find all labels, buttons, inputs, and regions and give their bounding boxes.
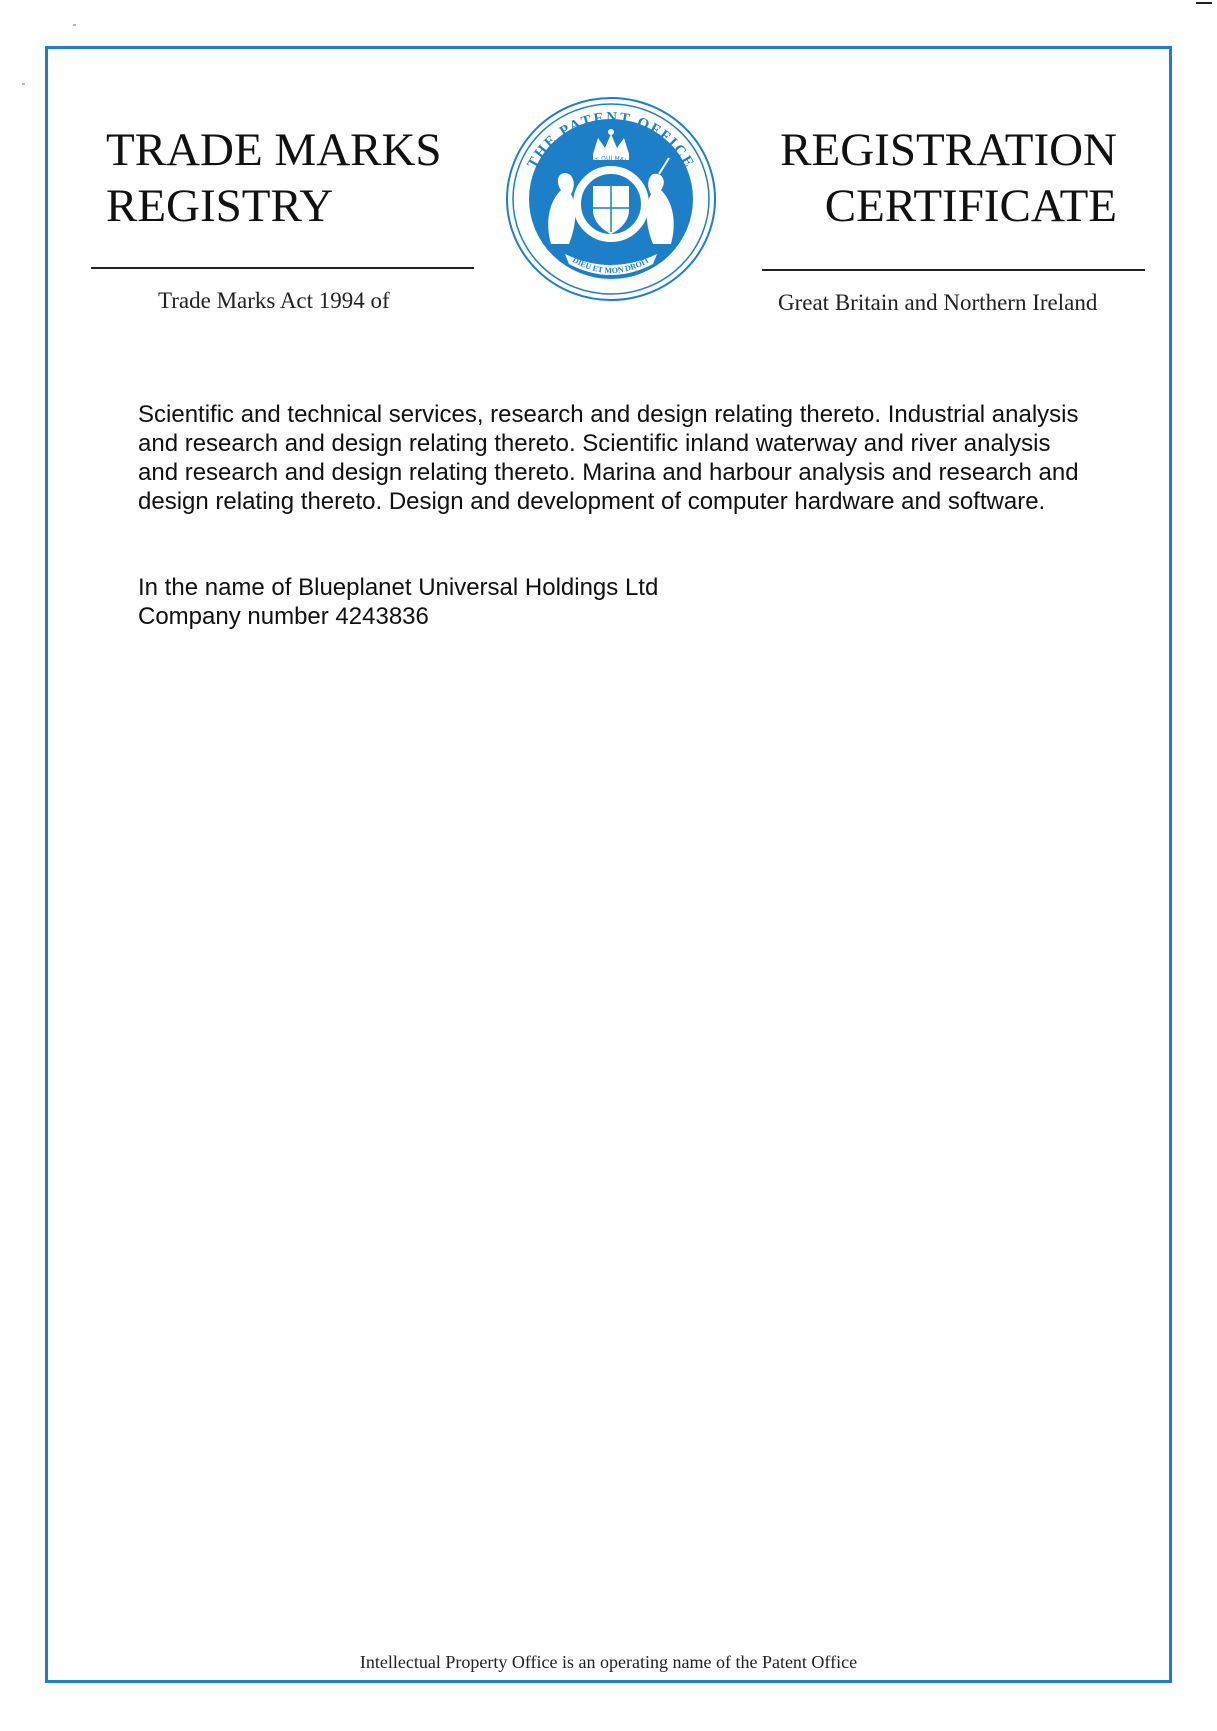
certificate-title <box>780 122 1117 234</box>
certificate-title-line-2: CERTIFICATE <box>824 180 1117 232</box>
scan-speck <box>73 24 76 26</box>
seal-garter-motto: HONI SOIT QUI MAL Y PENSE <box>570 154 652 182</box>
right-divider <box>762 269 1145 271</box>
owner-details <box>138 573 658 631</box>
services-paragraph: Scientific and technical services, research and design relating thereto. Industrial analysis and research and design relating thereto. Scientific inland waterway and river analysis and research and design relating thereto. Marina and harbour analysis and research and design relating thereto. Design and development of computer hardware and software. <box>138 401 1079 515</box>
patent-office-seal <box>503 94 719 304</box>
seal-scroll-motto: DIEU ET MON DROIT <box>570 255 652 276</box>
services-description <box>138 400 1088 516</box>
registry-title-line-1: TRADE MARKS <box>106 124 442 176</box>
jurisdiction-subtitle: Great Britain and Northern Ireland <box>778 290 1098 315</box>
company-number: Company number 4243836 <box>138 603 429 630</box>
owner-name: In the name of Blueplanet Universal Holdings Ltd <box>138 574 659 601</box>
left-divider <box>91 267 474 269</box>
seal-outer-text: THE PATENT OFFICE <box>524 109 698 172</box>
footer-note: Intellectual Property Office is an operating name of the Patent Office <box>359 1652 858 1672</box>
scan-speck <box>22 83 25 85</box>
scan-speck <box>1196 2 1212 4</box>
certificate-title-line-1: REGISTRATION <box>780 124 1117 176</box>
registry-title-line-2: REGISTRY <box>106 180 334 232</box>
act-subtitle: Trade Marks Act 1994 of <box>158 288 390 313</box>
registry-title <box>106 122 442 234</box>
